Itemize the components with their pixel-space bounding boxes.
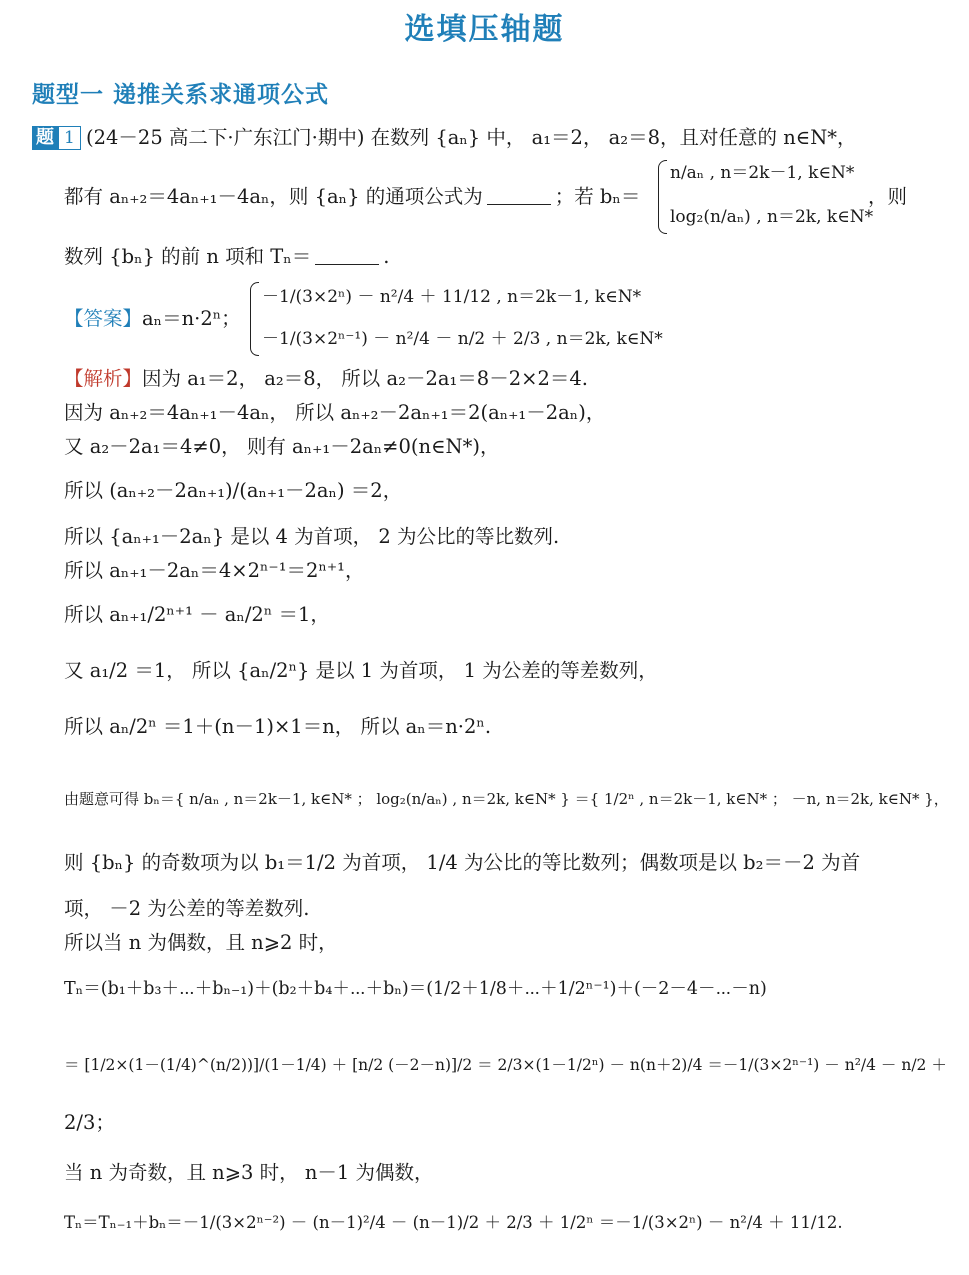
- solution-line-11: 则 {bₙ} 的奇数项为以 b₁＝1/2 为首项， 1/4 为公比的等比数列；偶数项是以 b₂＝－2 为首: [64, 851, 861, 874]
- question-line-3-text: 数列 {bₙ} 的前 n 项和 Tₙ＝: [64, 245, 312, 268]
- solution-line-15: ＝ [1/2×(1－(1/4)^(n/2))]/(1－1/4) ＋ [n/2 (－2－n)]/2 ＝ 2/3×(1－1/2ⁿ) － n(n＋2)/4 ＝－1/(3×2ⁿ⁻¹) － n²/4 － n/2 ＋: [64, 1056, 947, 1074]
- solution-line-16: 2/3；: [64, 1111, 115, 1134]
- badge-label: 题: [32, 126, 58, 150]
- solution-line-6: 所以 aₙ₊₁－2aₙ＝4×2ⁿ⁻¹＝2ⁿ⁺¹，: [64, 559, 365, 582]
- question-line-2-mid: ；若 bₙ＝: [554, 185, 641, 208]
- bn-case-1: n/aₙ , n＝2k－1, k∈N*: [670, 163, 855, 183]
- question-badge: [32, 126, 81, 150]
- solution-line-1: [64, 366, 588, 392]
- answer-blank-1: [487, 204, 551, 205]
- answer-brace: [250, 282, 259, 356]
- question-line-2-prefix: 都有 aₙ₊₂＝4aₙ₊₁－4aₙ，则 {aₙ} 的通项公式为: [64, 185, 483, 208]
- solution-line-10: 由题意可得 bₙ＝{ n/aₙ , n＝2k－1, k∈N* ； log₂(n/aₙ) , n＝2k, k∈N* } ＝{ 1/2ⁿ , n＝2k－1, k∈N* ； －n, n＝2k, k∈N* }，: [64, 790, 949, 808]
- solution-text-1: 因为 a₁＝2， a₂＝8， 所以 a₂－2a₁＝8－2×2＝4.: [142, 367, 588, 390]
- answer-an: aₙ＝n·2ⁿ；: [142, 307, 241, 330]
- solution-line-4: 所以 (aₙ₊₂－2aₙ₊₁)/(aₙ₊₁－2aₙ) ＝2，: [64, 479, 403, 502]
- answer-case-1: －1/(3×2ⁿ) － n²/4 ＋ 11/12 , n＝2k－1, k∈N*: [262, 287, 642, 307]
- solution-line-5: 所以 {aₙ₊₁－2aₙ} 是以 4 为首项， 2 为公比的等比数列.: [64, 525, 560, 548]
- section-heading: 题型一 递推关系求通项公式: [32, 81, 330, 108]
- question-line-3: [64, 244, 389, 270]
- solution-line-18: Tₙ＝Tₙ₋₁＋bₙ＝－1/(3×2ⁿ⁻²) － (n－1)²/4 － (n－1)/2 ＋ 2/3 ＋ 1/2ⁿ ＝－1/(3×2ⁿ) － n²/4 ＋ 11/12.: [64, 1213, 843, 1232]
- solution-line-13: 所以当 n 为偶数，且 n⩾2 时，: [64, 931, 338, 954]
- badge-number: 1: [58, 126, 81, 150]
- solution-tag: 【解析】: [64, 367, 143, 390]
- question-line-1: (24－25 高二下·广东江门·期中) 在数列 {aₙ} 中， a₁＝2， a₂＝8，且对任意的 n∈N*，: [86, 126, 857, 149]
- solution-line-17: 当 n 为奇数，且 n⩾3 时， n－1 为偶数，: [64, 1161, 434, 1184]
- bn-case-2: log₂(n/aₙ) , n＝2k, k∈N*: [670, 207, 874, 227]
- answer-case-2: －1/(3×2ⁿ⁻¹) － n²/4 － n/2 ＋ 2/3 , n＝2k, k∈N*: [262, 329, 663, 349]
- question-line-3-end: .: [383, 245, 390, 268]
- solution-line-9: 所以 aₙ/2ⁿ ＝1＋(n－1)×1＝n， 所以 aₙ＝n·2ⁿ.: [64, 715, 492, 738]
- solution-line-2: 因为 aₙ₊₂＝4aₙ₊₁－4aₙ， 所以 aₙ₊₂－2aₙ₊₁＝2(aₙ₊₁－2aₙ)，: [64, 401, 606, 424]
- solution-line-12: 项， －2 为公差的等差数列.: [64, 897, 310, 920]
- question-line-2-suffix: ，则: [868, 185, 908, 208]
- solution-line-3: 又 a₂－2a₁＝4≠0， 则有 aₙ₊₁－2aₙ≠0(n∈N*)，: [64, 435, 500, 458]
- solution-line-7: 所以 aₙ₊₁/2ⁿ⁺¹ － aₙ/2ⁿ ＝1，: [64, 603, 330, 626]
- question-line-2: [64, 184, 640, 210]
- solution-line-14: Tₙ＝(b₁＋b₃＋⋯＋bₙ₋₁)＋(b₂＋b₄＋⋯＋bₙ)＝(1/2＋1/8＋⋯＋1/2ⁿ⁻¹)＋(－2－4－⋯－n): [64, 979, 767, 999]
- page-title: 选填压轴题: [404, 12, 565, 47]
- bn-brace: [658, 160, 667, 234]
- answer-blank-2: [315, 264, 379, 265]
- answer-line: [64, 306, 241, 332]
- solution-line-8: 又 a₁/2 ＝1， 所以 {aₙ/2ⁿ} 是以 1 为首项， 1 为公差的等差数列，: [64, 659, 658, 682]
- answer-tag: 【答案】: [64, 307, 143, 330]
